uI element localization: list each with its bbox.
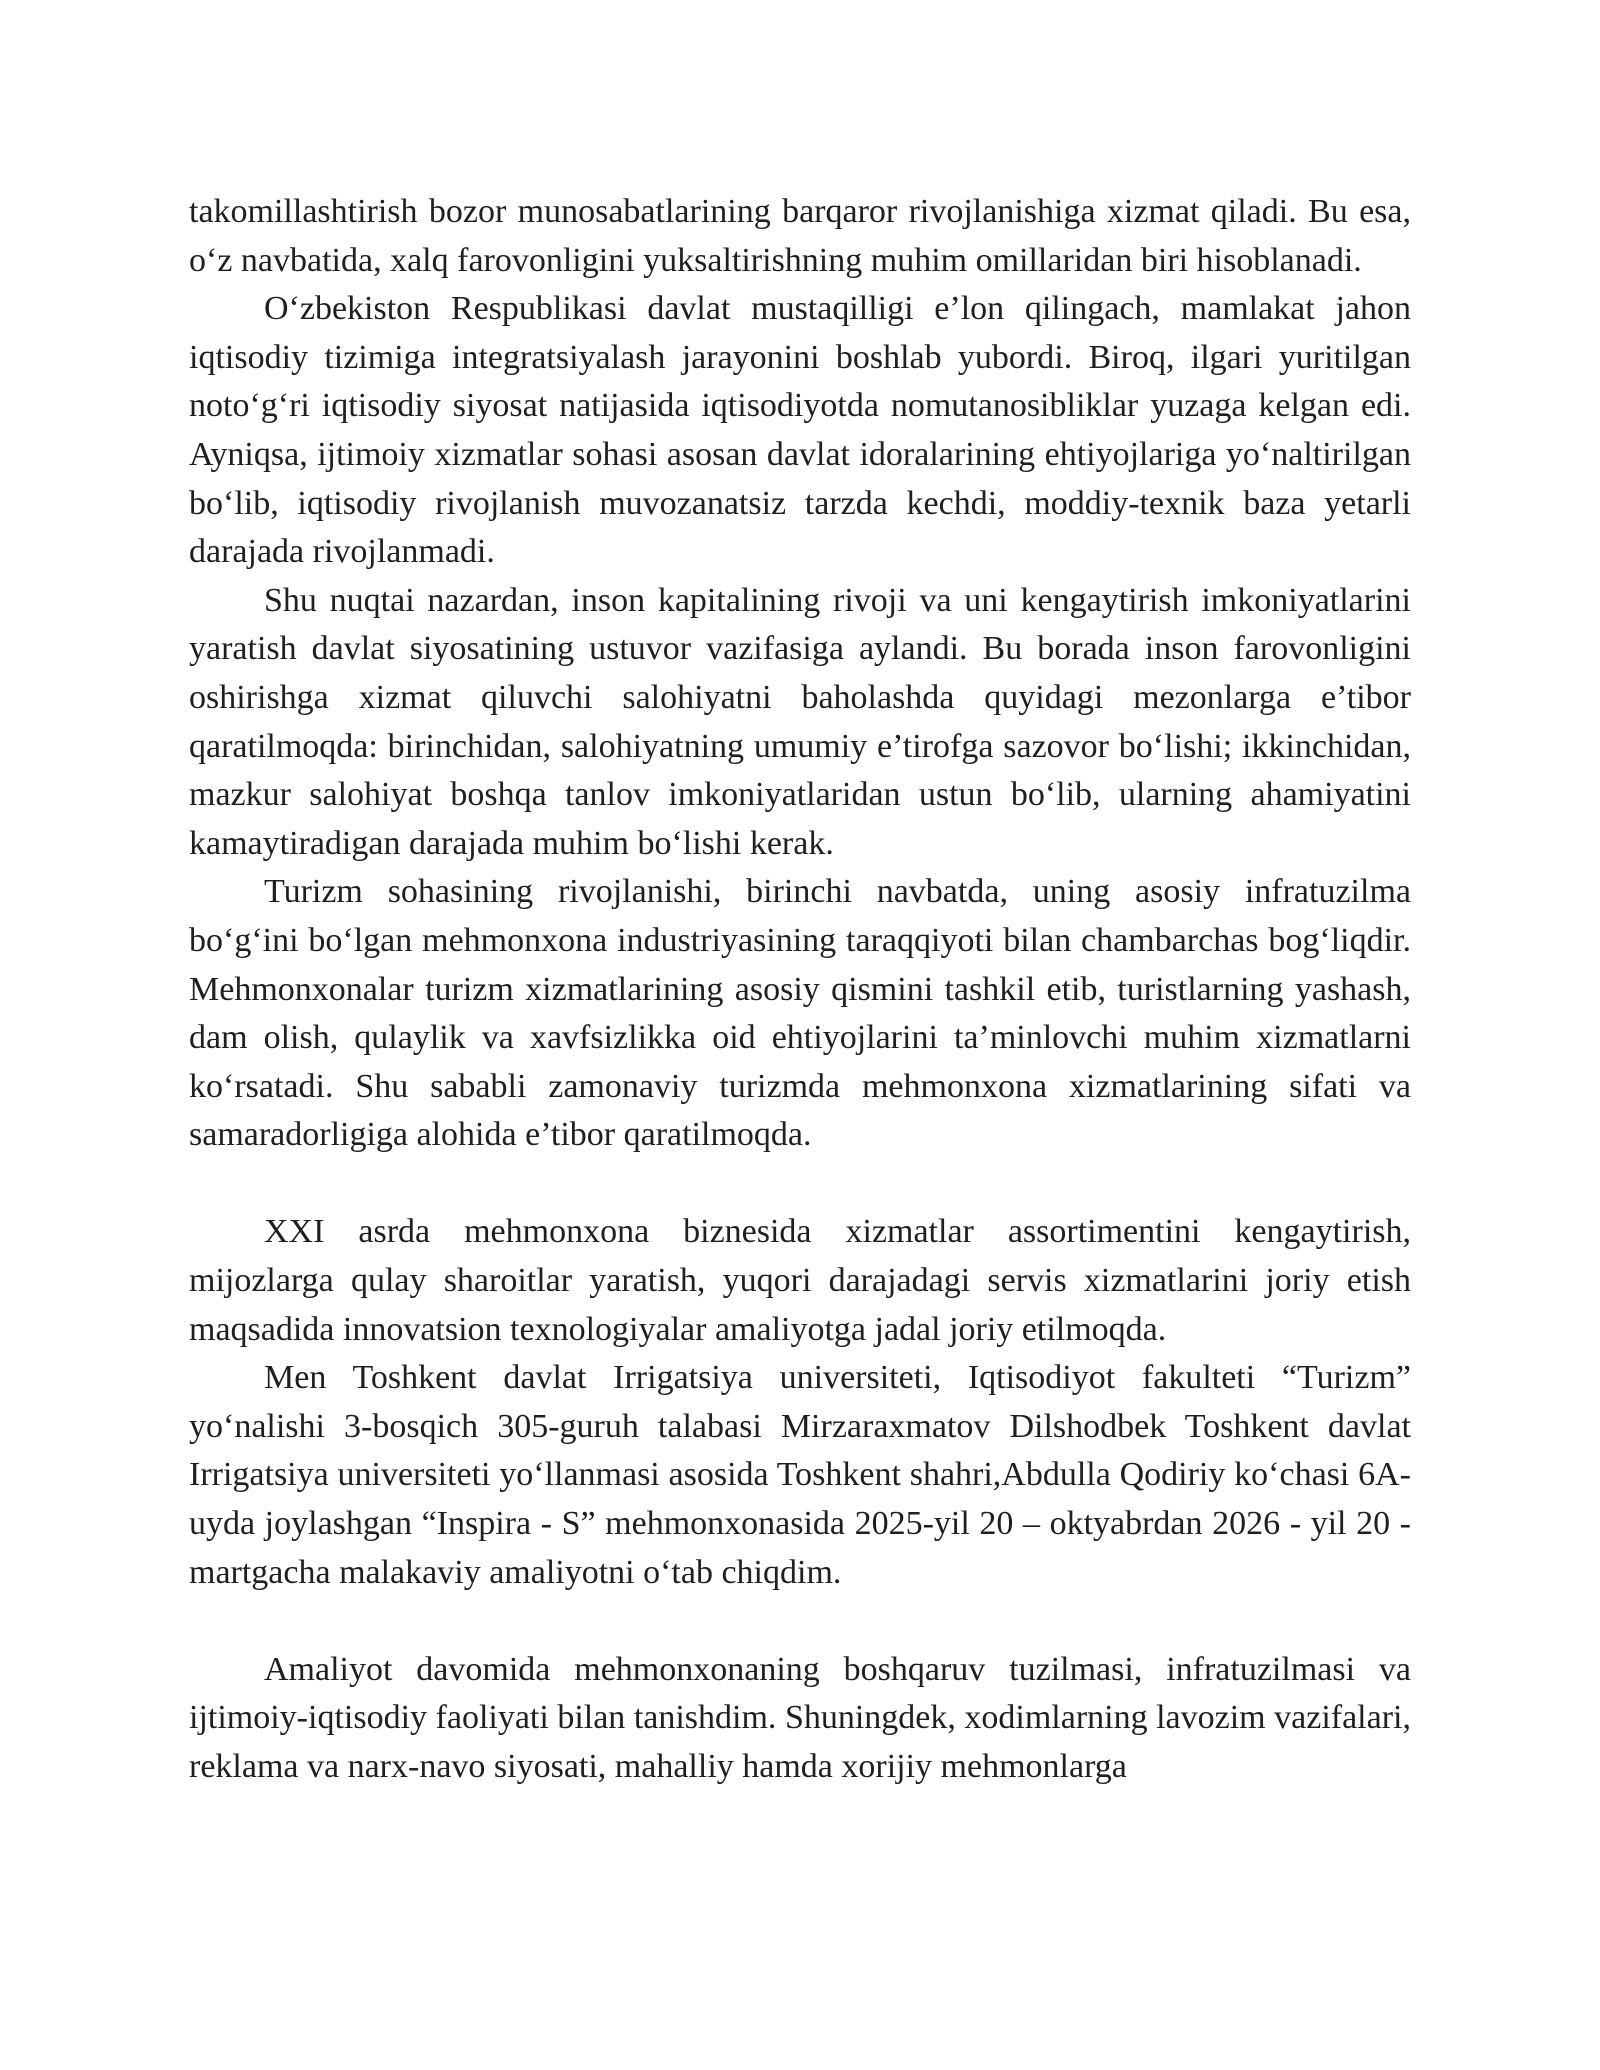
paragraph-tourism-hotels: Turizm sohasining rivojlanishi, birinchi navbatda, uning asosiy infratuzilma bo‘g‘ini bo‘lgan mehmonxona industriyasining taraqqiyoti bilan chambarchas bog‘liqdir. Mehmonxonalar turizm xizmatlarining asosiy qismini tashkil etib, turistlarning yashash, dam olish, qulaylik va xavfsizlikka oid ehtiyojlarini ta’minlovchi muhim xizmatlarni ko‘rsatadi. Shu sababli zamonaviy turizmda mehmonxona xizmatlarining sifati va samaradorligiga alohida e’tibor qaratilmoqda. (189, 873, 1411, 1154)
paragraph-internship: Men Toshkent davlat Irrigatsiya universiteti, Iqtisodiyot fakulteti “Turizm” yo‘nalishi 3-bosqich 305-guruh talabasi Mirzaraxmatov Dilshodbek Toshkent davlat Irrigatsiya universiteti yo‘llanmasi asosida Toshkent shahri,Abdulla Qodiriy ko‘chasi 6A-uyda joylashgan “Inspira - S” mehmonxonasida 2025-yil 20 – oktyabrdan 2026 - yil 20 -martgacha malakaviy amaliyotni o‘tab chiqdim. (189, 1359, 1411, 1591)
paragraph-continuation: takomillashtirish bozor munosabatlarining barqaror rivojlanishiga xizmat qiladi. Bu esa, o‘z navbatida, xalq farovonligini yuksaltirishning muhim omillaridan biri hisoblanadi. (189, 193, 1411, 279)
paragraph-innovation: XXI asrda mehmonxona biznesida xizmatlar assortimentini kengaytirish, mijozlarga qulay sharoitlar yaratish, yuqori darajadagi servis xizmatlarini joriy etish maqsadida innovatsion texnologiyalar amaliyotga jadal joriy etilmoqda. (189, 1213, 1411, 1348)
paragraph-gap (189, 1597, 1411, 1646)
paragraph-practice: Amaliyot davomida mehmonxonaning boshqaruv tuzilmasi, infratuzilmasi va ijtimoiy-iqtisodiy faoliyati bilan tanishdim. Shuningdek, xodimlarning lavozim vazifalari, reklama va narx-navo siyosati, mahalliy hamda xorijiy mehmonlarga (189, 1650, 1411, 1785)
paragraph-gap (189, 1160, 1411, 1209)
document-body (189, 188, 1411, 1792)
paragraph-independence: O‘zbekiston Respublikasi davlat mustaqilligi e’lon qilingach, mamlakat jahon iqtisodiy tizimiga integratsiyalash jarayonini boshlab yubordi. Biroq, ilgari yuritilgan noto‘g‘ri iqtisodiy siyosat natijasida iqtisodiyotda nomutanosibliklar yuzaga kelgan edi. Ayniqsa, ijtimoiy xizmatlar sohasi asosan davlat idoralarining ehtiyojlariga yo‘naltirilgan bo‘lib, iqtisodiy rivojlanish muvozanatsiz tarzda kechdi, moddiy-texnik baza yetarli darajada rivojlanmadi. (189, 290, 1411, 571)
paragraph-human-capital: Shu nuqtai nazardan, inson kapitalining rivoji va uni kengaytirish imkoniyatlarini yaratish davlat siyosatining ustuvor vazifasiga aylandi. Bu borada inson farovonligini oshirishga xizmat qiluvchi salohiyatni baholashda quyidagi mezonlarga e’tibor qaratilmoqda: birinchidan, salohiyatning umumiy e’tirofga sazovor bo‘lishi; ikkinchidan, mazkur salohiyat boshqa tanlov imkoniyatlaridan ustun bo‘lib, ularning ahamiyatini kamaytiradigan darajada muhim bo‘lishi kerak. (189, 581, 1411, 862)
